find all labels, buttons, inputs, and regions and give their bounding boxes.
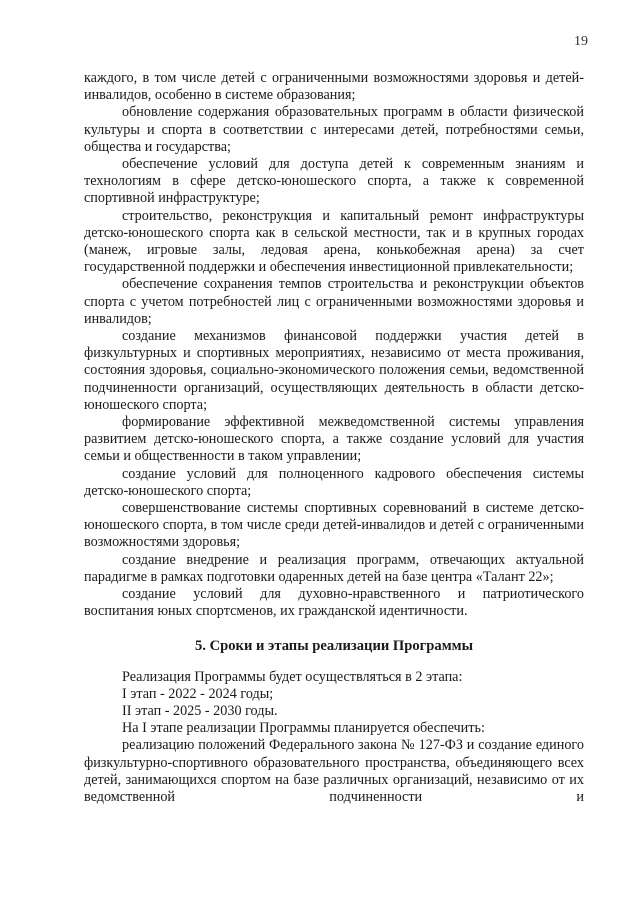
paragraph: формирование эффективной межведомственной системы управления развитием детско-юношеского спорта, а также создание условий для участия семьи и общественности в таком управлении; [84, 414, 584, 465]
paragraph: каждого, в том числе детей с ограниченными возможностями здоровья и детей-инвалидов, особенно в системе образования; [84, 70, 584, 104]
paragraph: создание условий для полноценного кадрового обеспечения системы детско-юношеского спорта; [84, 465, 584, 499]
paragraph: создание внедрение и реализация программ, отвечающих актуальной парадигме в рамках подготовки одаренных детей на базе центра «Талант 22»; [84, 551, 584, 585]
paragraph: обновление содержания образовательных программ в области физической культуры и спорта в соответствии с интересами детей, потребностями семьи, общества и государства; [84, 104, 584, 155]
section-title: 5. Сроки и этапы реализации Программы [194, 637, 473, 654]
paragraph: II этап - 2025 - 2030 годы. [122, 702, 278, 719]
paragraph: Реализация Программы будет осуществляться в 2 этапа: [122, 668, 463, 685]
page-number: 19 [574, 34, 588, 49]
paragraph: обеспечение сохранения темпов строительства и реконструкции объектов спорта с учетом потребностей лиц с ограниченными возможностями здоровья и инвалидов; [84, 276, 584, 327]
paragraph: создание условий для духовно-нравственного и патриотического воспитания юных спортсменов, их гражданской идентичности. [84, 586, 584, 620]
paragraph: I этап - 2022 - 2024 годы; [122, 685, 274, 702]
paragraph: совершенствование системы спортивных соревнований в системе детско-юношеского спорта, в том числе среди детей-инвалидов и детей с ограниченными возможностями здоровья; [84, 500, 584, 551]
body-text [84, 70, 584, 806]
paragraph: обеспечение условий для доступа детей к современным знаниям и технологиям в сфере детско-юношеского спорта, а также к современной спортивной инфраструктуре; [84, 156, 584, 207]
paragraph: На I этапе реализации Программы планируется обеспечить: [122, 720, 485, 737]
paragraph: строительство, реконструкция и капитальный ремонт инфраструктуры детско-юношеского спорта как в сельской местности, так и в крупных городах (манеж, игровые залы, ледовая арена, конькобежная арена) за счет государственной поддержки и обеспечения инвестиционной привлекательности; [84, 207, 584, 276]
paragraph: создание механизмов финансовой поддержки участия детей в физкультурных и спортивных мероприятиях, независимо от места проживания, состояния здоровья, социально-экономического положения семьи, ведомственной подчиненности организаций, осуществляющих деятельность в области детско-юношеского спорта; [84, 328, 584, 413]
paragraph: реализацию положений Федерального закона № 127-ФЗ и создание единого физкультурно-спортивного образовательного пространства, объединяющего всех детей, занимающихся спортом на базе различных организаций, независимо от их ведомственной подчиненности и [84, 737, 584, 805]
